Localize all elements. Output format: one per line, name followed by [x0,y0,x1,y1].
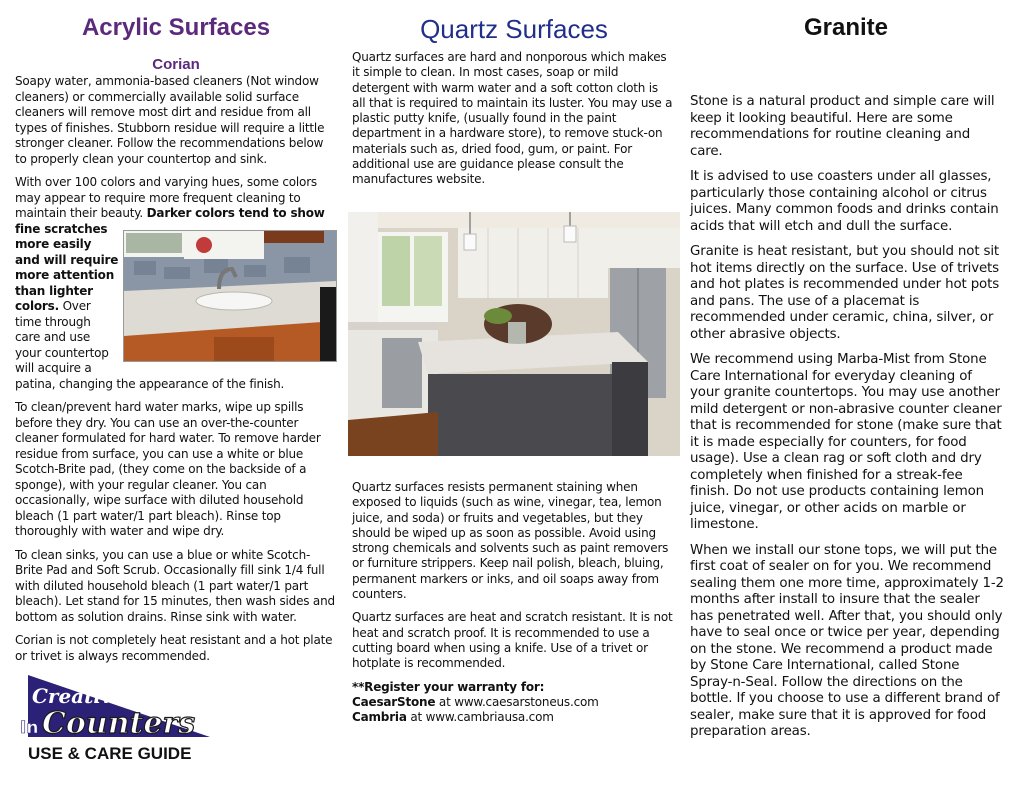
acrylic-paragraph-5: Corian is not completely heat resistant and a hot plate or trivet is always recommended. [15,633,333,663]
kitchen-photo [348,212,680,456]
acrylic-p2-tail: Over time through care and use your countertop will acquire a patina, changing the appearance of the finish. [15,299,285,391]
creative-in-counters-logo [18,663,218,773]
quartz-paragraph-2: Quartz surfaces resists permanent staining when exposed to liquids (such as wine, vinegar, tea, lemon juice, and soda) or fruits and vegetables, but they should be wiped up as soon as possible. Avoid using strong chemicals and solvents such as paint removers or furniture strippers. Keep nail polish, bleach, bluing, permanent markers or inks, and oil soaps away from counters. [352,480,669,602]
corian-subtitle: Corian [152,56,200,73]
logo-creative-text: Creative [32,684,126,708]
acrylic-p2-lead: With over 100 colors and varying hues, some colors may appear to require more frequent cleaning to maintain their beauty. [15,175,317,220]
quartz-paragraph-3: Quartz surfaces are heat and scratch resistant. It is not heat and scratch proof. It is recommended to use a cutting board when using a knife. Use of a trivet or hotplate is recommended. [352,610,673,671]
granite-body [690,94,1004,750]
acrylic-p2-bold: Darker colors tend to show fine scratches more easily and will require more attention than lighter colors. [15,206,325,313]
acrylic-paragraph-1: Soapy water, ammonia-based cleaners (Not window cleaners) or commercially available solid surface cleaners will remove most dirt and residue from all types of finishes. Stubborn residue will require a little stronger cleaner. Follow the recommendations below to properly clean your countertop and sink. [15,74,325,166]
warranty-register-label: **Register your warranty for: [352,679,545,694]
granite-paragraph-2: It is advised to use coasters under all glasses, particularly those containing alcohol or citrus juices. Many common foods and drinks contain acids that will etch and dull the surface. [690,169,999,234]
warranty-register-heading [352,680,674,695]
granite-paragraph-1: Stone is a natural product and simple care will keep it looking beautiful. Here are some recommendations for routine cleaning and care. [690,94,995,159]
granite-paragraph-4: We recommend using Marba-Mist from Stone Care International for everyday cleaning of your granite countertops. You may use another mild detergent or non-abrasive counter cleaner that is recommended for stone (make sure that it is made especially for counters, for food usage). Use a clean rag or soft cloth and dry completely when finished for a streak-fee finish. Do not use products containing lemon juice, vinegar, or other acids on marble or limestone. [690,352,1002,532]
quartz-top-text [352,50,674,188]
acrylic-paragraph-4: To clean sinks, you can use a blue or white Scotch-Brite Pad and Soft Scrub. Occasionally fill sink 1/4 full with diluted household bleach (1 part water/1 part bleach). Let stand for 15 minutes, then wash sides and bottom as solution drains. Rinse sink with water. [15,547,335,624]
logo-tagline: USE & CARE GUIDE [28,744,192,763]
warranty-caesarstone [352,695,674,710]
caesarstone-brand: CaesarStone [352,694,436,709]
acrylic-paragraph-2 [15,175,337,392]
quartz-paragraph-1: Quartz surfaces are hard and nonporous which makes it simple to clean. In most cases, soap or mild detergent with warm water and a soft cotton cloth is all that is required to maintain its luster. You may use a plastic putty knife, (usually found in the paint department in a hardware store), to remove stuck-on materials such as, dried food, gum, or paint. For additional use are guidance please consult the manufactures website. [352,50,673,187]
logo-in-text: In [20,718,39,738]
acrylic-body [15,74,337,672]
quartz-bottom-text [352,480,674,733]
warranty-cambria [352,710,674,725]
granite-paragraph-5: When we install our stone tops, we will put the first coat of sealer on for you. We recommend sealing them one more time, approximately 1-2 months after install to insure that the sealer has penetrated well. After that, you should only have to seal once or twice per year, depending on the stone. We recommend a product made by Stone Care International, called Stone Spray-n-Seal. Follow the directions on the bottle. If you choose to use a different brand of sealer, make sure that it is approved for food preparation areas. [690,542,1004,739]
granite-title: Granite [803,14,889,41]
cambria-url-text: at www.cambriausa.com [406,710,554,725]
acrylic-paragraph-3: To clean/prevent hard water marks, wipe up spills before they dry. You can use an over-the-counter cleaner formulated for hard water. To remove harder residue from surface, you can use a white or blue Scotch-Brite pad, (they come on the backside of a sponge), with your regular cleaner. You can occasionally, wipe surface with diluted household bleach (1 part water/1 part bleach). Rinse top thoroughly with water and wipe dry. [15,400,321,538]
logo-counters-text: Counters [42,706,196,741]
caesarstone-url-text: at www.caesarstoneus.com [435,694,599,709]
cambria-brand: Cambria [352,710,407,725]
granite-paragraph-3: Granite is heat resistant, but you should not sit hot items directly on the surface. Use of trivets and hot plates is recommended under hot pots and pans. The use of a placemat is recommended under ceramic, china, silver, or other abrasive objects. [690,244,1000,342]
quartz-title: Quartz Surfaces [420,14,608,44]
acrylic-title: Acrylic Surfaces [81,14,271,41]
sink-photo [123,230,337,362]
